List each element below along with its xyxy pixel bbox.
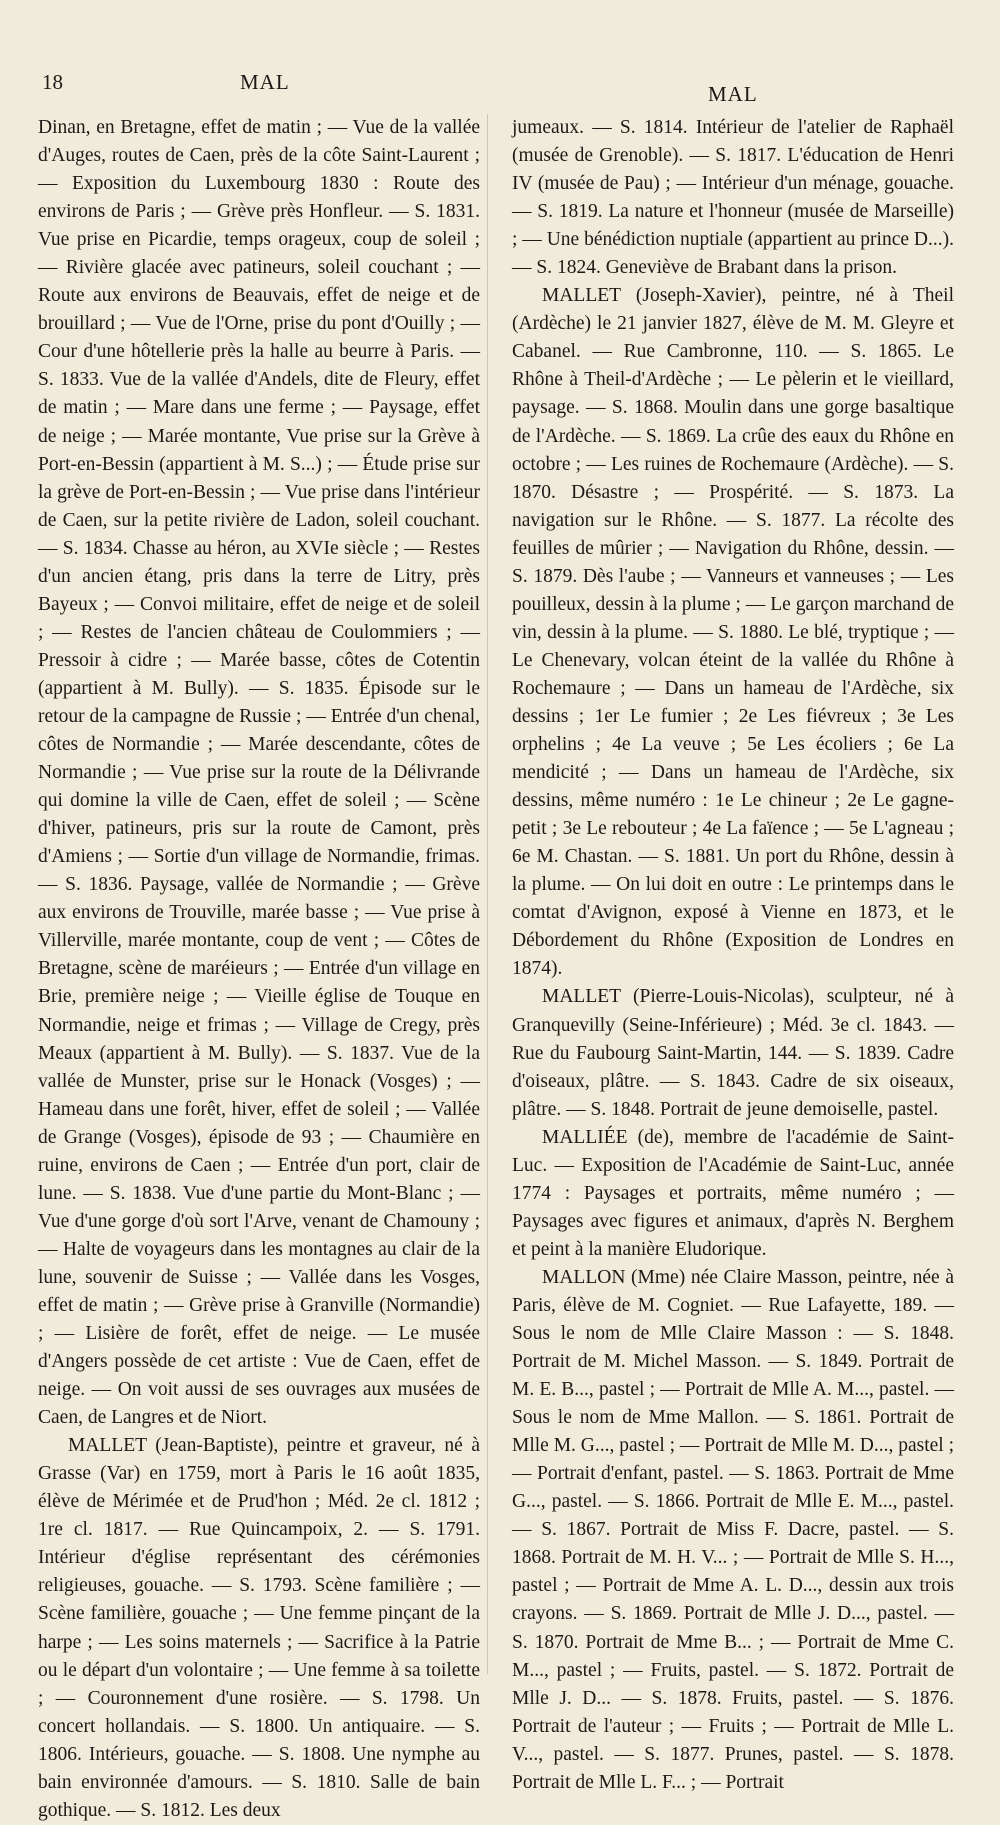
entry-paragraph: MALLON (Mme) née Claire Masson, peintre, née à Paris, élève de M. Cogniet. — Rue Lafayette, 189. — Sous le nom de Mlle Claire Masson : — S. 1848. Portrait de M. Michel Masson. — S. 1849. Portrait de M. E. B..., pastel ; — Portrait de Mlle A. M..., pastel. — Sous le nom de Mme Mallon. — S. 1861. Portrait de Mlle M. G..., pastel ; — Portrait de Mlle M. D..., pastel ; — Portrait d'enfant, pastel. — S. 1863. Portrait de Mme G..., pastel. — S. 1866. Portrait de Mlle E. M..., pastel. — S. 1867. Portrait de Miss F. Dacre, pastel. — S. 1868. Portrait de M. H. V... ; — Portrait de Mlle S. H..., pastel ; — Portrait de Mme A. L. D..., dessin aux trois crayons. — S. 1869. Portrait de Mlle J. D..., pastel. — S. 1870. Portrait de Mme B... ; — Portrait de Mme C. M..., pastel ; — Fruits, pastel. — S. 1872. Portrait de Mlle J. D... — S. 1878. Fruits, pastel. — S. 1876. Portrait de l'auteur ; — Fruits ; — Portrait de Mlle L. V..., pastel. — S. 1877. Prunes, pastel. — S. 1878. Portrait de Mlle L. F... ; — Portrait xyxy=(512,1266,954,1793)
entry-paragraph: MALLET (Joseph-Xavier), peintre, né à Theil (Ardèche) le 21 janvier 1827, élève de M. M. Gleyre et Cabanel. — Rue Cambronne, 110. — S. 1865. Le Rhône à Theil-d'Ardèche ; — Le pèlerin et le vieillard, paysage. — S. 1868. Moulin dans une gorge basaltique de l'Ardèche. — S. 1869. La crûe des eaux du Rhône en octobre ; — Les ruines de Rochemaure (Ardèche). — S. 1870. Désastre ; — Prospérité. — S. 1873. La navigation sur le Rhône. — S. 1877. La récolte des feuilles de mûrier ; — Navigation du Rhône, dessin. — S. 1879. Dès l'aube ; — Vanneurs et vanneuses ; — Les pouilleux, dessin à la plume ; — Le garçon marchand de vin, dessin à la plume. — S. 1880. Le blé, tryptique ; — Le Chenevary, volcan éteint de la vallée du Rhône à Rochemaure ; — Dans un hameau de l'Ardèche, six dessins ; 1er Le fumier ; 2e Les fiévreux ; 3e Les orphelins ; 4e La veuve ; 5e Les écoliers ; 6e La mendicité ; — Dans un hameau de l'Ardèche, six dessins, même numéro : 1e Le chineur ; 2e Le gagne-petit ; 3e Le rebouteur ; 4e La faïence ; — 5e L'agneau ; 6e M. Chastan. — S. 1881. Un port du Rhône, dessin à la plume. — On lui doit en outre : Le printemps dans le comtat d'Avignon, exposé à Vienne en 1873, et le Débordement du Rhône (Exposition de Londres en 1874). xyxy=(512,285,954,980)
entry-paragraph: MALLIÉE (de), membre de l'académie de Saint-Luc. — Exposition de l'Académie de Saint-Luc, année 1774 : Paysages et portraits, même numéro ; — Paysages avec figures et animaux, d'après N. Berghem et peint à la manière Eludorique. xyxy=(512,1126,954,1260)
running-title-right: MAL xyxy=(708,82,758,106)
running-title-left: MAL xyxy=(240,70,290,94)
page-number: 18 xyxy=(42,70,63,94)
entry-paragraph: MALLET (Jean-Baptiste), peintre et graveur, né à Grasse (Var) en 1759, mort à Paris le 16 août 1835, élève de Mérimée et de Prud'hon ; Méd. 2e cl. 1812 ; 1re cl. 1817. — Rue Quincampoix, 2. — S. 1791. Intérieur d'église représentant des cérémonies religieuses, gouache. — S. 1793. Scène familière ; — Scène familière, gouache ; — Une femme pinçant de la harpe ; — Les soins maternels ; — Sacrifice à la Patrie ou le départ d'un volontaire ; — Une femme à sa toilette ; — Couronnement d'une rosière. — S. 1798. Un concert hollandais. — S. 1800. Un antiquaire. — S. 1806. Intérieurs, gouache. — S. 1808. Une nymphe au bain environnée d'amours. — S. 1810. Salle de bain gothique. — S. 1812. Les deux xyxy=(38,1435,480,1821)
left-column xyxy=(38,114,480,1821)
column-divider xyxy=(487,114,488,1674)
entry-paragraph: Dinan, en Bretagne, effet de matin ; — Vue de la vallée d'Auges, routes de Caen, près de la côte Saint-Laurent ; — Exposition du Luxembourg 1830 : Route des environs de Paris ; — Grève près Honfleur. — S. 1831. Vue prise en Picardie, temps orageux, coup de soleil ; — Rivière glacée avec patineurs, soleil couchant ; — Route aux environs de Beauvais, effet de neige et de brouillard ; — Vue de l'Orne, prise du pont d'Ouilly ; — Cour d'une hôtellerie près la halle au beurre à Paris. — S. 1833. Vue de la vallée d'Andels, dite de Fleury, effet de matin ; — Mare dans une ferme ; — Paysage, effet de neige ; — Marée montante, Vue prise sur la Grève à Port-en-Bessin (appartient à M. S...) ; — Étude prise sur la grève de Port-en-Bessin ; — Vue prise dans l'intérieur de Caen, sur la petite rivière de Ladon, soleil couchant. — S. 1834. Chasse au héron, au XVIe siècle ; — Restes d'un ancien étang, pris dans la terre de Litry, près Bayeux ; — Convoi militaire, effet de neige et de soleil ; — Restes de l'ancien château de Coulommiers ; — Pressoir à cidre ; — Marée basse, côtes de Cotentin (appartient à M. Bully). — S. 1835. Épisode sur le retour de la campagne de Russie ; — Entrée d'un chenal, côtes de Normandie ; — Marée descendante, côtes de Normandie ; — Vue prise sur la route de la Délivrande qui domine la ville de Caen, effet de soleil ; — Scène d'hiver, patineurs, pris sur la route de Camont, près d'Amiens ; — Sortie d'un village de Normandie, frimas. — S. 1836. Paysage, vallée de Normandie ; — Grève aux environs de Trouville, marée basse ; — Vue prise à Villerville, marée montante, coup de vent ; — Côtes de Bretagne, scène de maréieurs ; — Entrée d'un village en Brie, première neige ; — Vieille église de Touque en Normandie, neige et frimas ; — Village de Cregy, près Meaux (appartient à M. Bully). — S. 1837. Vue de la vallée de Munster, prise sur le Honack (Vosges) ; — Hameau dans une forêt, hiver, effet de soleil ; — Vallée de Grange (Vosges), épisode de 93 ; — Chaumière en ruine, environs de Caen ; — Entrée d'un port, clair de lune. — S. 1838. Vue d'une partie du Mont-Blanc ; — Vue d'une gorge d'où sort l'Arve, venant de Chamouny ; — Halte de voyageurs dans les montagnes au clair de la lune, souvenir de Suisse ; — Vallée dans les Vosges, effet de matin ; — Grève prise à Granville (Normandie) ; — Lisière de forêt, effet de neige. — Le musée d'Angers possède de cet artiste : Vue de Caen, effet de neige. — On voit aussi de ses ouvrages aux musées de Caen, de Langres et de Niort. xyxy=(38,117,480,1429)
right-column xyxy=(512,114,954,1793)
entry-paragraph: jumeaux. — S. 1814. Intérieur de l'atelier de Raphaël (musée de Grenoble). — S. 1817. L'éducation de Henri IV (musée de Pau) ; — Intérieur d'un ménage, gouache. — S. 1819. La nature et l'honneur (musée de Marseille) ; — Une bénédiction nuptiale (appartient au prince D...). — S. 1824. Geneviève de Brabant dans la prison. xyxy=(512,117,954,279)
entry-paragraph: MALLET (Pierre-Louis-Nicolas), sculpteur, né à Granquevilly (Seine-Inférieure) ; Méd. 3e cl. 1843. — Rue du Faubourg Saint-Martin, 144. — S. 1839. Cadre d'oiseaux, plâtre. — S. 1843. Cadre de six oiseaux, plâtre. — S. 1848. Portrait de jeune demoiselle, pastel. xyxy=(512,986,954,1120)
